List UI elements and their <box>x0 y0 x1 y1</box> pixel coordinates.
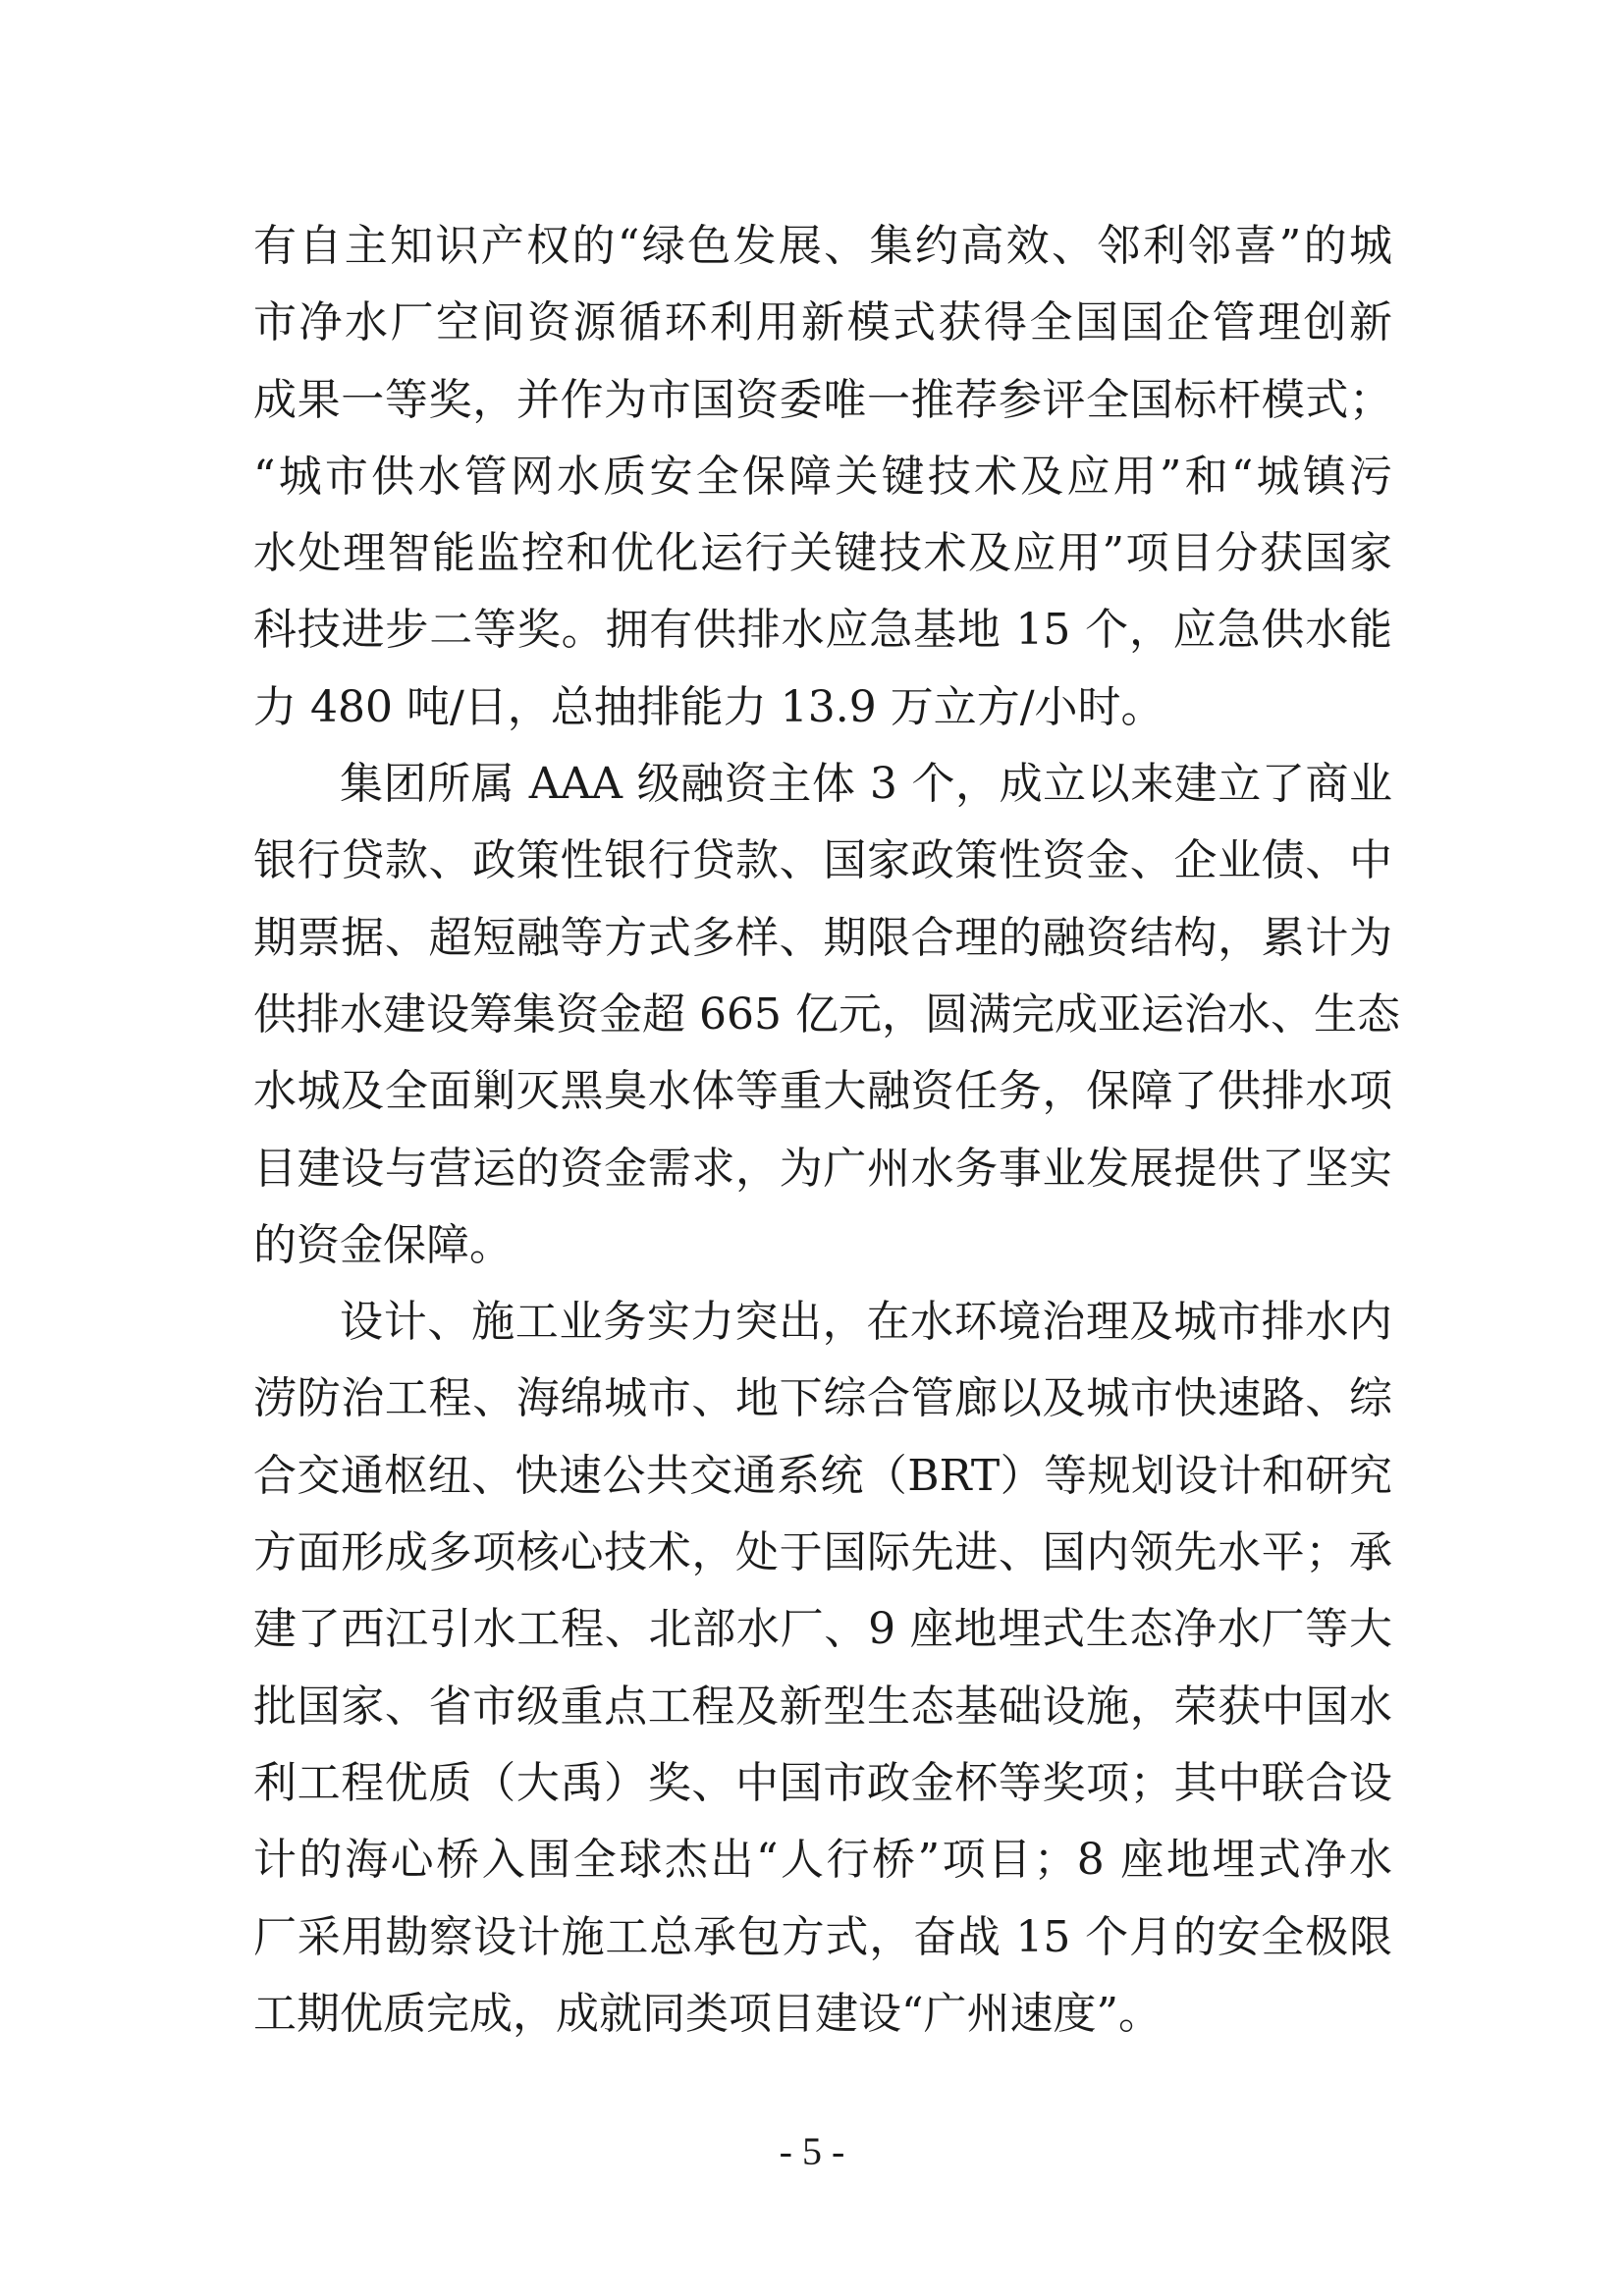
page-number: - 5 - <box>779 2129 845 2173</box>
text-line: 设计、施工业务实力突出，在水环境治理及城市排水内 <box>340 1297 1392 1348</box>
text-line: 银行贷款、政策性银行贷款、国家政策性资金、企业债、中 <box>253 835 1392 886</box>
paragraph-2 <box>253 746 1400 1284</box>
text-line: 科技进步二等奖。拥有供排水应急基地 15 个，应急供水能 <box>253 605 1392 656</box>
text-line: 水处理智能监控和优化运行关键技术及应用”项目分获国家 <box>253 528 1392 579</box>
text-line: 方面形成多项核心技术，处于国际先进、国内领先水平；承 <box>253 1527 1392 1578</box>
text-line: “城市供水管网水质安全保障关键技术及应用”和“城镇污 <box>253 451 1392 502</box>
text-line: 成果一等奖，并作为市国资委唯一推荐参评全国标杆模式； <box>253 374 1392 425</box>
text-line: 的资金保障。 <box>253 1219 513 1270</box>
text-line: 水城及全面剿灭黑臭水体等重大融资任务，保障了供排水项 <box>253 1066 1392 1117</box>
text-line: 期票据、超短融等方式多样、期限合理的融资结构，累计为 <box>253 912 1392 963</box>
text-line: 目建设与营运的资金需求，为广州水务事业发展提供了坚实 <box>253 1143 1392 1194</box>
paragraph-3 <box>253 1284 1392 2053</box>
text-line: 合交通枢纽、快速公共交通系统（BRT）等规划设计和研究 <box>253 1450 1392 1501</box>
body-text <box>253 208 1400 2053</box>
text-line: 集团所属 AAA 级融资主体 3 个，成立以来建立了商业 <box>340 759 1392 810</box>
text-line: 市净水厂空间资源循环利用新模式获得全国国企管理创新 <box>253 297 1392 348</box>
text-line: 利工程优质（大禹）奖、中国市政金杯等奖项；其中联合设 <box>253 1757 1392 1808</box>
text-line: 厂采用勘察设计施工总承包方式，奋战 15 个月的安全极限 <box>253 1911 1392 1962</box>
text-line: 供排水建设筹集资金超 665 亿元，圆满完成亚运治水、生态 <box>253 988 1400 1040</box>
text-line: 计的海心桥入围全球杰出“人行桥”项目；8 座地埋式净水 <box>253 1835 1392 1886</box>
text-line: 涝防治工程、海绵城市、地下综合管廊以及城市快速路、综 <box>253 1373 1392 1424</box>
text-line: 批国家、省市级重点工程及新型生态基础设施，荣获中国水 <box>253 1681 1392 1732</box>
text-line: 有自主知识产权的“绿色发展、集约高效、邻利邻喜”的城 <box>253 221 1392 271</box>
paragraph-1 <box>253 208 1392 746</box>
text-line: 建了西江引水工程、北部水厂、9 座地埋式生态净水厂等大 <box>253 1604 1392 1655</box>
text-line: 力 480 吨/日，总抽排能力 13.9 万立方/小时。 <box>253 681 1164 732</box>
text-line: 工期优质完成，成就同类项目建设“广州速度”。 <box>253 1988 1162 2039</box>
